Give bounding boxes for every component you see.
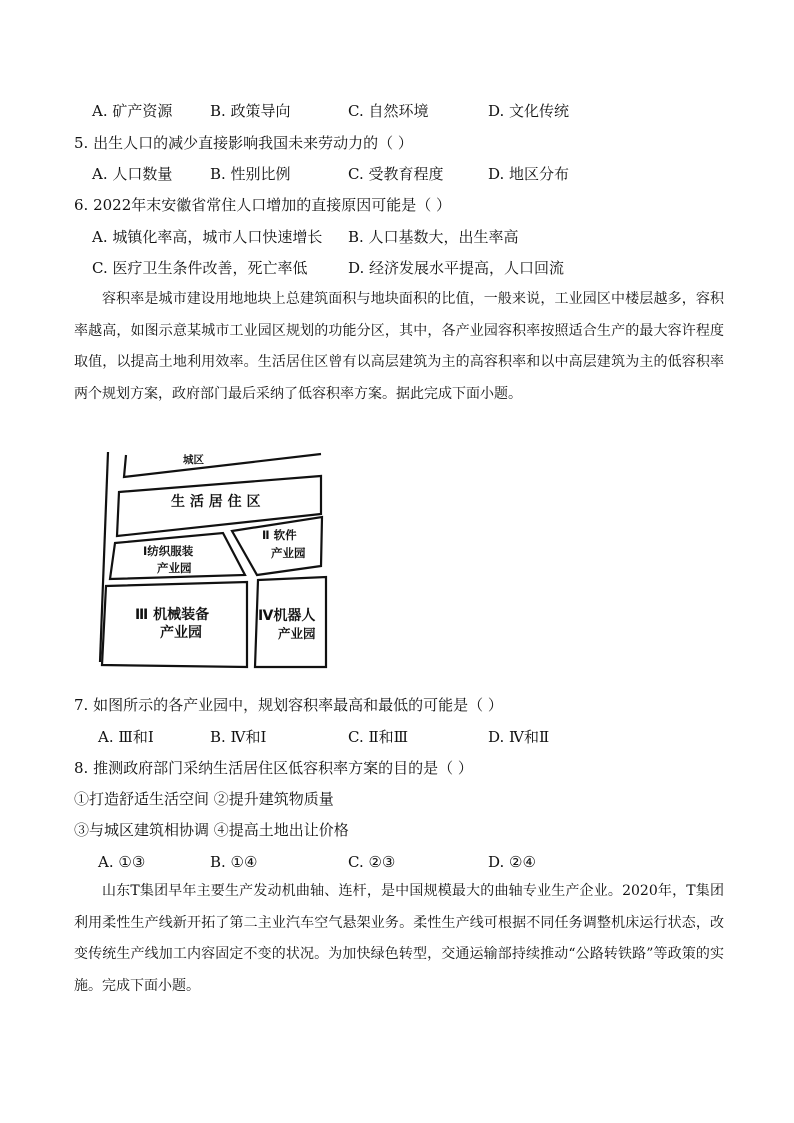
q5-option-a: A. 人口数量 <box>92 165 173 183</box>
q7-option-b: B. Ⅳ和Ⅰ <box>210 728 267 746</box>
map-label-zone3-name: Ⅲ 机械装备 <box>135 607 210 623</box>
map-label-zone4-park: 产业园 <box>278 626 316 641</box>
passage-floor-area-ratio: 容积率是城市建设用地地块上总建筑面积与地块面积的比值，一般来说，工业园区中楼层越多，容积率越高，如图示意某城市工业园区规划的功能分区，其中，各产业园容积率按照适合生产的最大容许程度取值，以提高土地利用效率。生活居住区曾有以高层建筑为主的高容积率和以中高层建筑为主的低容积率两个规划方案，政府部门最后采纳了低容积率方案。据此完成下面小题。 <box>74 291 724 402</box>
q6-option-c: C. 医疗卫生条件改善，死亡率低 <box>92 259 308 277</box>
map-label-zone1-name: Ⅰ纺织服装 <box>143 544 194 558</box>
q8-stem: 8. 推测政府部门采纳生活居住区低容积率方案的目的是（ ） <box>74 759 473 777</box>
q5-stem: 5. 出生人口的减少直接影响我国未来劳动力的（ ） <box>74 134 413 152</box>
q6-option-b: B. 人口基数大，出生率高 <box>348 228 519 246</box>
q8-statements-2: ③与城区建筑相协调 ④提高土地出让价格 <box>74 821 349 839</box>
q4-option-a: A. 矿产资源 <box>92 102 173 120</box>
q7-option-a: A. Ⅲ和Ⅰ <box>98 728 154 746</box>
industrial-park-map <box>85 448 335 678</box>
q4-option-b: B. 政策导向 <box>210 102 291 120</box>
map-label-city: 城区 <box>183 454 204 466</box>
map-boundary-top <box>124 454 321 477</box>
q4-option-d: D. 文化传统 <box>488 102 570 120</box>
q8-option-b: B. ①④ <box>210 853 258 871</box>
passage-t-group: 山东T集团早年主要生产发动机曲轴、连杆，是中国规模最大的曲轴专业生产企业。2020年，T集团利用柔性生产线新开拓了第二主业汽车空气悬架业务。柔性生产线可根据不同任务调整机床运行状态，改变传统生产线加工内容固定不变的状况。为加快绿色转型，交通运输部持续推动“公路转铁路”等政策的实施。完成下面小题。 <box>74 883 724 994</box>
q8-option-a: A. ①③ <box>98 853 146 871</box>
q8-option-d: D. ②④ <box>488 853 536 871</box>
map-label-zone1-park: 产业园 <box>157 561 192 575</box>
q8-option-c: C. ②③ <box>348 853 396 871</box>
map-label-zone2-park: 产业园 <box>271 546 306 560</box>
q4-option-c: C. 自然环境 <box>348 102 429 120</box>
q7-stem: 7. 如图所示的各产业园中，规划容积率最高和最低的可能是（ ） <box>74 696 503 714</box>
q7-option-d: D. Ⅳ和Ⅱ <box>488 728 550 746</box>
q6-option-d: D. 经济发展水平提高，人口回流 <box>348 259 565 277</box>
q5-option-c: C. 受教育程度 <box>348 165 444 183</box>
map-label-residential: 生 活 居 住 区 <box>171 494 261 510</box>
map-label-zone2-name: Ⅱ 软件 <box>262 528 297 542</box>
q5-option-b: B. 性别比例 <box>210 165 291 183</box>
q7-option-c: C. Ⅱ和Ⅲ <box>348 728 409 746</box>
q8-statements-1: ①打造舒适生活空间 ②提升建筑物质量 <box>74 790 334 808</box>
map-label-zone4-name: Ⅳ机器人 <box>258 608 316 624</box>
map-label-zone3-park: 产业园 <box>160 625 202 641</box>
q6-stem: 6. 2022年末安徽省常住人口增加的直接原因可能是（ ） <box>74 196 452 214</box>
q5-option-d: D. 地区分布 <box>488 165 570 183</box>
q6-option-a: A. 城镇化率高，城市人口快速增长 <box>92 228 323 246</box>
